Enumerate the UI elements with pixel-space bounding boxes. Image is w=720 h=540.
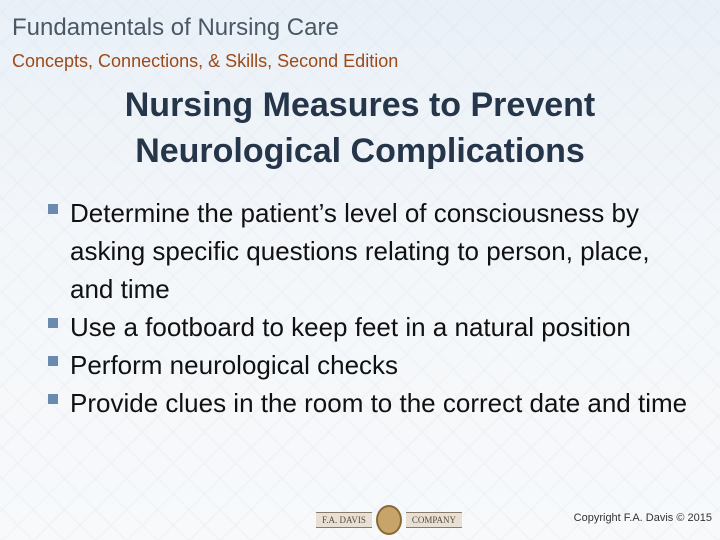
square-bullet-icon: [48, 318, 58, 328]
bullet-text: Determine the patient’s level of consciousness by asking specific questions relating to person, place, and time: [70, 198, 650, 304]
bullet-text: Perform neurological checks: [70, 350, 399, 380]
bullet-text: Use a footboard to keep feet in a natural position: [70, 312, 631, 342]
slide-title: [0, 82, 720, 174]
bullet-item: [46, 194, 696, 308]
square-bullet-icon: [48, 204, 58, 214]
bullet-item: [46, 384, 696, 422]
square-bullet-icon: [48, 394, 58, 404]
bullet-item: [46, 308, 696, 346]
seal-icon: [376, 505, 402, 535]
square-bullet-icon: [48, 356, 58, 366]
slide-title-line-2: Neurological Complications: [135, 132, 585, 170]
book-title: Fundamentals of Nursing Care: [12, 14, 339, 41]
logo-text-left: F.A. DAVIS: [316, 512, 372, 528]
bullet-list: [46, 194, 696, 422]
publisher-logo: [316, 505, 462, 535]
slide-title-line-1: Nursing Measures to Prevent: [124, 86, 596, 124]
copyright-notice: Copyright F.A. Davis © 2015: [573, 512, 712, 524]
logo-text-right: COMPANY: [406, 512, 462, 528]
book-subtitle: Concepts, Connections, & Skills, Second Edition: [12, 51, 399, 71]
bullet-text: Provide clues in the room to the correct date and time: [70, 388, 688, 418]
bullet-item: [46, 346, 696, 384]
